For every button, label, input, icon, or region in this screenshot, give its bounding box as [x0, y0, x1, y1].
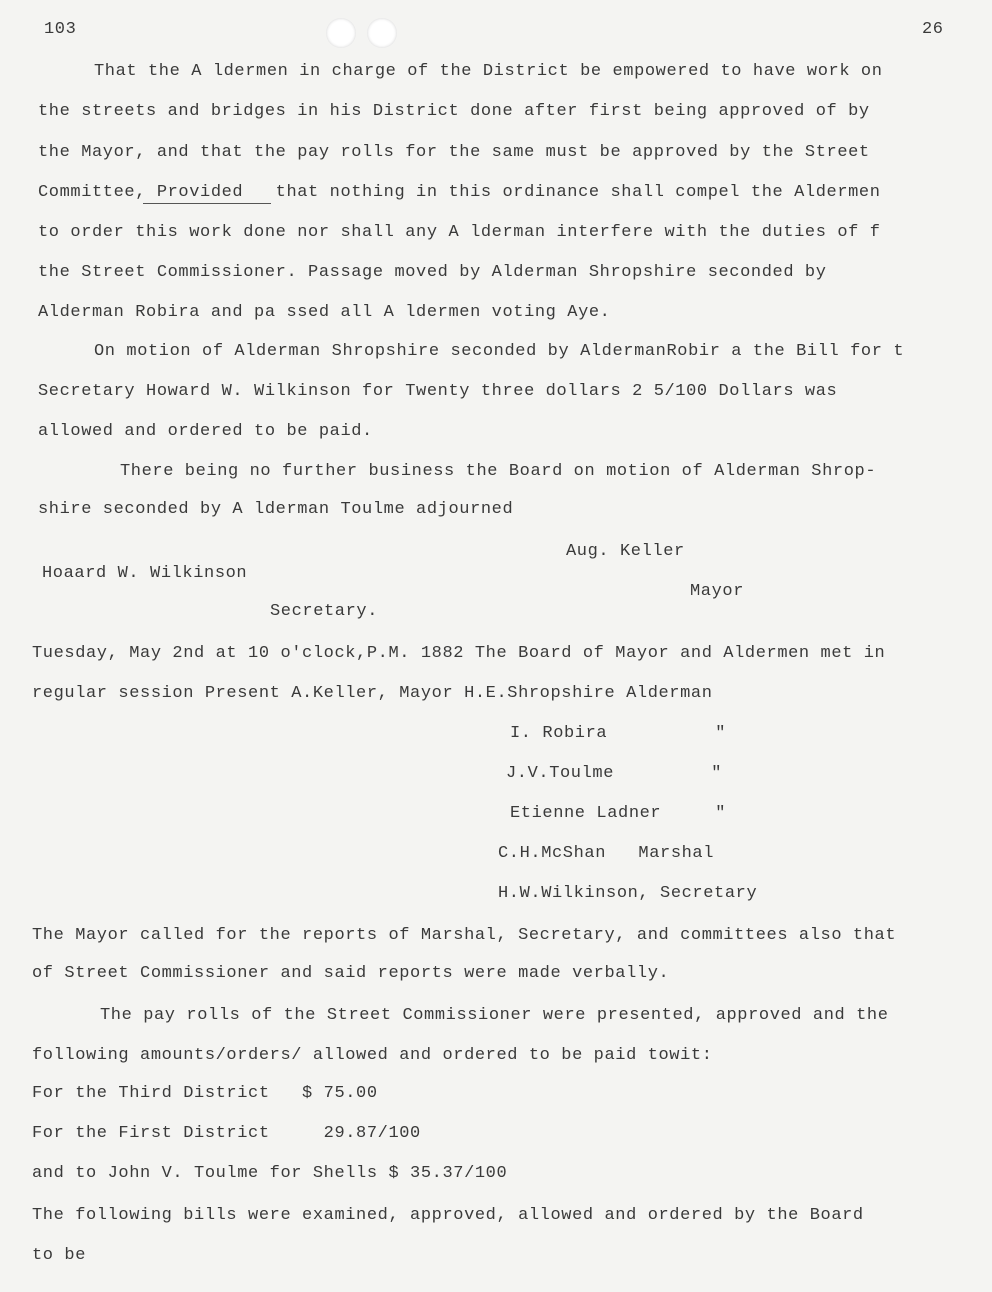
right-page-number: 26: [922, 20, 944, 39]
text-line: of Street Commissioner and said reports were made verbally.: [32, 964, 670, 983]
punch-hole: [367, 18, 397, 48]
payment-line: For the First District 29.87/100: [32, 1124, 421, 1143]
text-line: the Street Commissioner. Passage moved by Alderman Shropshire seconded by: [38, 263, 827, 282]
text-line: The following bills were examined, approved, allowed and ordered by the Board: [32, 1206, 864, 1225]
text-line: to be: [32, 1246, 87, 1265]
text-line: shire seconded by A lderman Toulme adjourned: [38, 500, 514, 519]
text-line: Secretary Howard W. Wilkinson for Twenty three dollars 2 5/100 Dollars was: [38, 382, 838, 401]
signature-mayor-title: Mayor: [690, 582, 745, 601]
signature-secretary-name: Hoaard W. Wilkinson: [42, 564, 248, 583]
text-line: Committee, Provided that nothing in this ordinance shall compel the Aldermen: [38, 183, 881, 202]
payment-line: For the Third District $ 75.00: [32, 1084, 378, 1103]
text-line: Tuesday, May 2nd at 10 o'clock,P.M. 1882 The Board of Mayor and Aldermen met in: [32, 644, 886, 663]
attendee-line: C.H.McShan Marshal: [498, 844, 715, 863]
text-line: The Mayor called for the reports of Marshal, Secretary, and committees also that: [32, 926, 897, 945]
left-page-number: 103: [44, 20, 77, 39]
text-line: the streets and bridges in his District done after first being approved of by: [38, 102, 870, 121]
text-line: regular session Present A.Keller, Mayor H.E.Shropshire Alderman: [32, 684, 713, 703]
text-line: That the A ldermen in charge of the District be empowered to have work on: [94, 62, 883, 81]
attendee-line: H.W.Wilkinson, Secretary: [498, 884, 758, 903]
text-line: On motion of Alderman Shropshire seconded by AldermanRobir a the Bill for t: [94, 342, 905, 361]
attendee-line: I. Robira ": [510, 724, 727, 743]
attendee-line: J.V.Toulme ": [506, 764, 723, 783]
text-line: to order this work done nor shall any A lderman interfere with the duties of f: [38, 223, 881, 242]
punch-hole: [326, 18, 356, 48]
text-line: the Mayor, and that the pay rolls for the same must be approved by the Street: [38, 143, 870, 162]
text-line: following amounts/orders/ allowed and ordered to be paid towit:: [32, 1046, 713, 1065]
underline-mark: [143, 203, 271, 204]
text-line: The pay rolls of the Street Commissioner were presented, approved and the: [100, 1006, 889, 1025]
text-line: Alderman Robira and pa ssed all A ldermen voting Aye.: [38, 303, 611, 322]
signature-secretary-title: Secretary.: [270, 602, 379, 621]
text-line: There being no further business the Board on motion of Alderman Shrop-: [120, 462, 877, 481]
payment-line: and to John V. Toulme for Shells $ 35.37/100: [32, 1164, 508, 1183]
attendee-line: Etienne Ladner ": [510, 804, 727, 823]
text-line: allowed and ordered to be paid.: [38, 422, 373, 441]
signature-mayor-name: Aug. Keller: [566, 542, 685, 561]
